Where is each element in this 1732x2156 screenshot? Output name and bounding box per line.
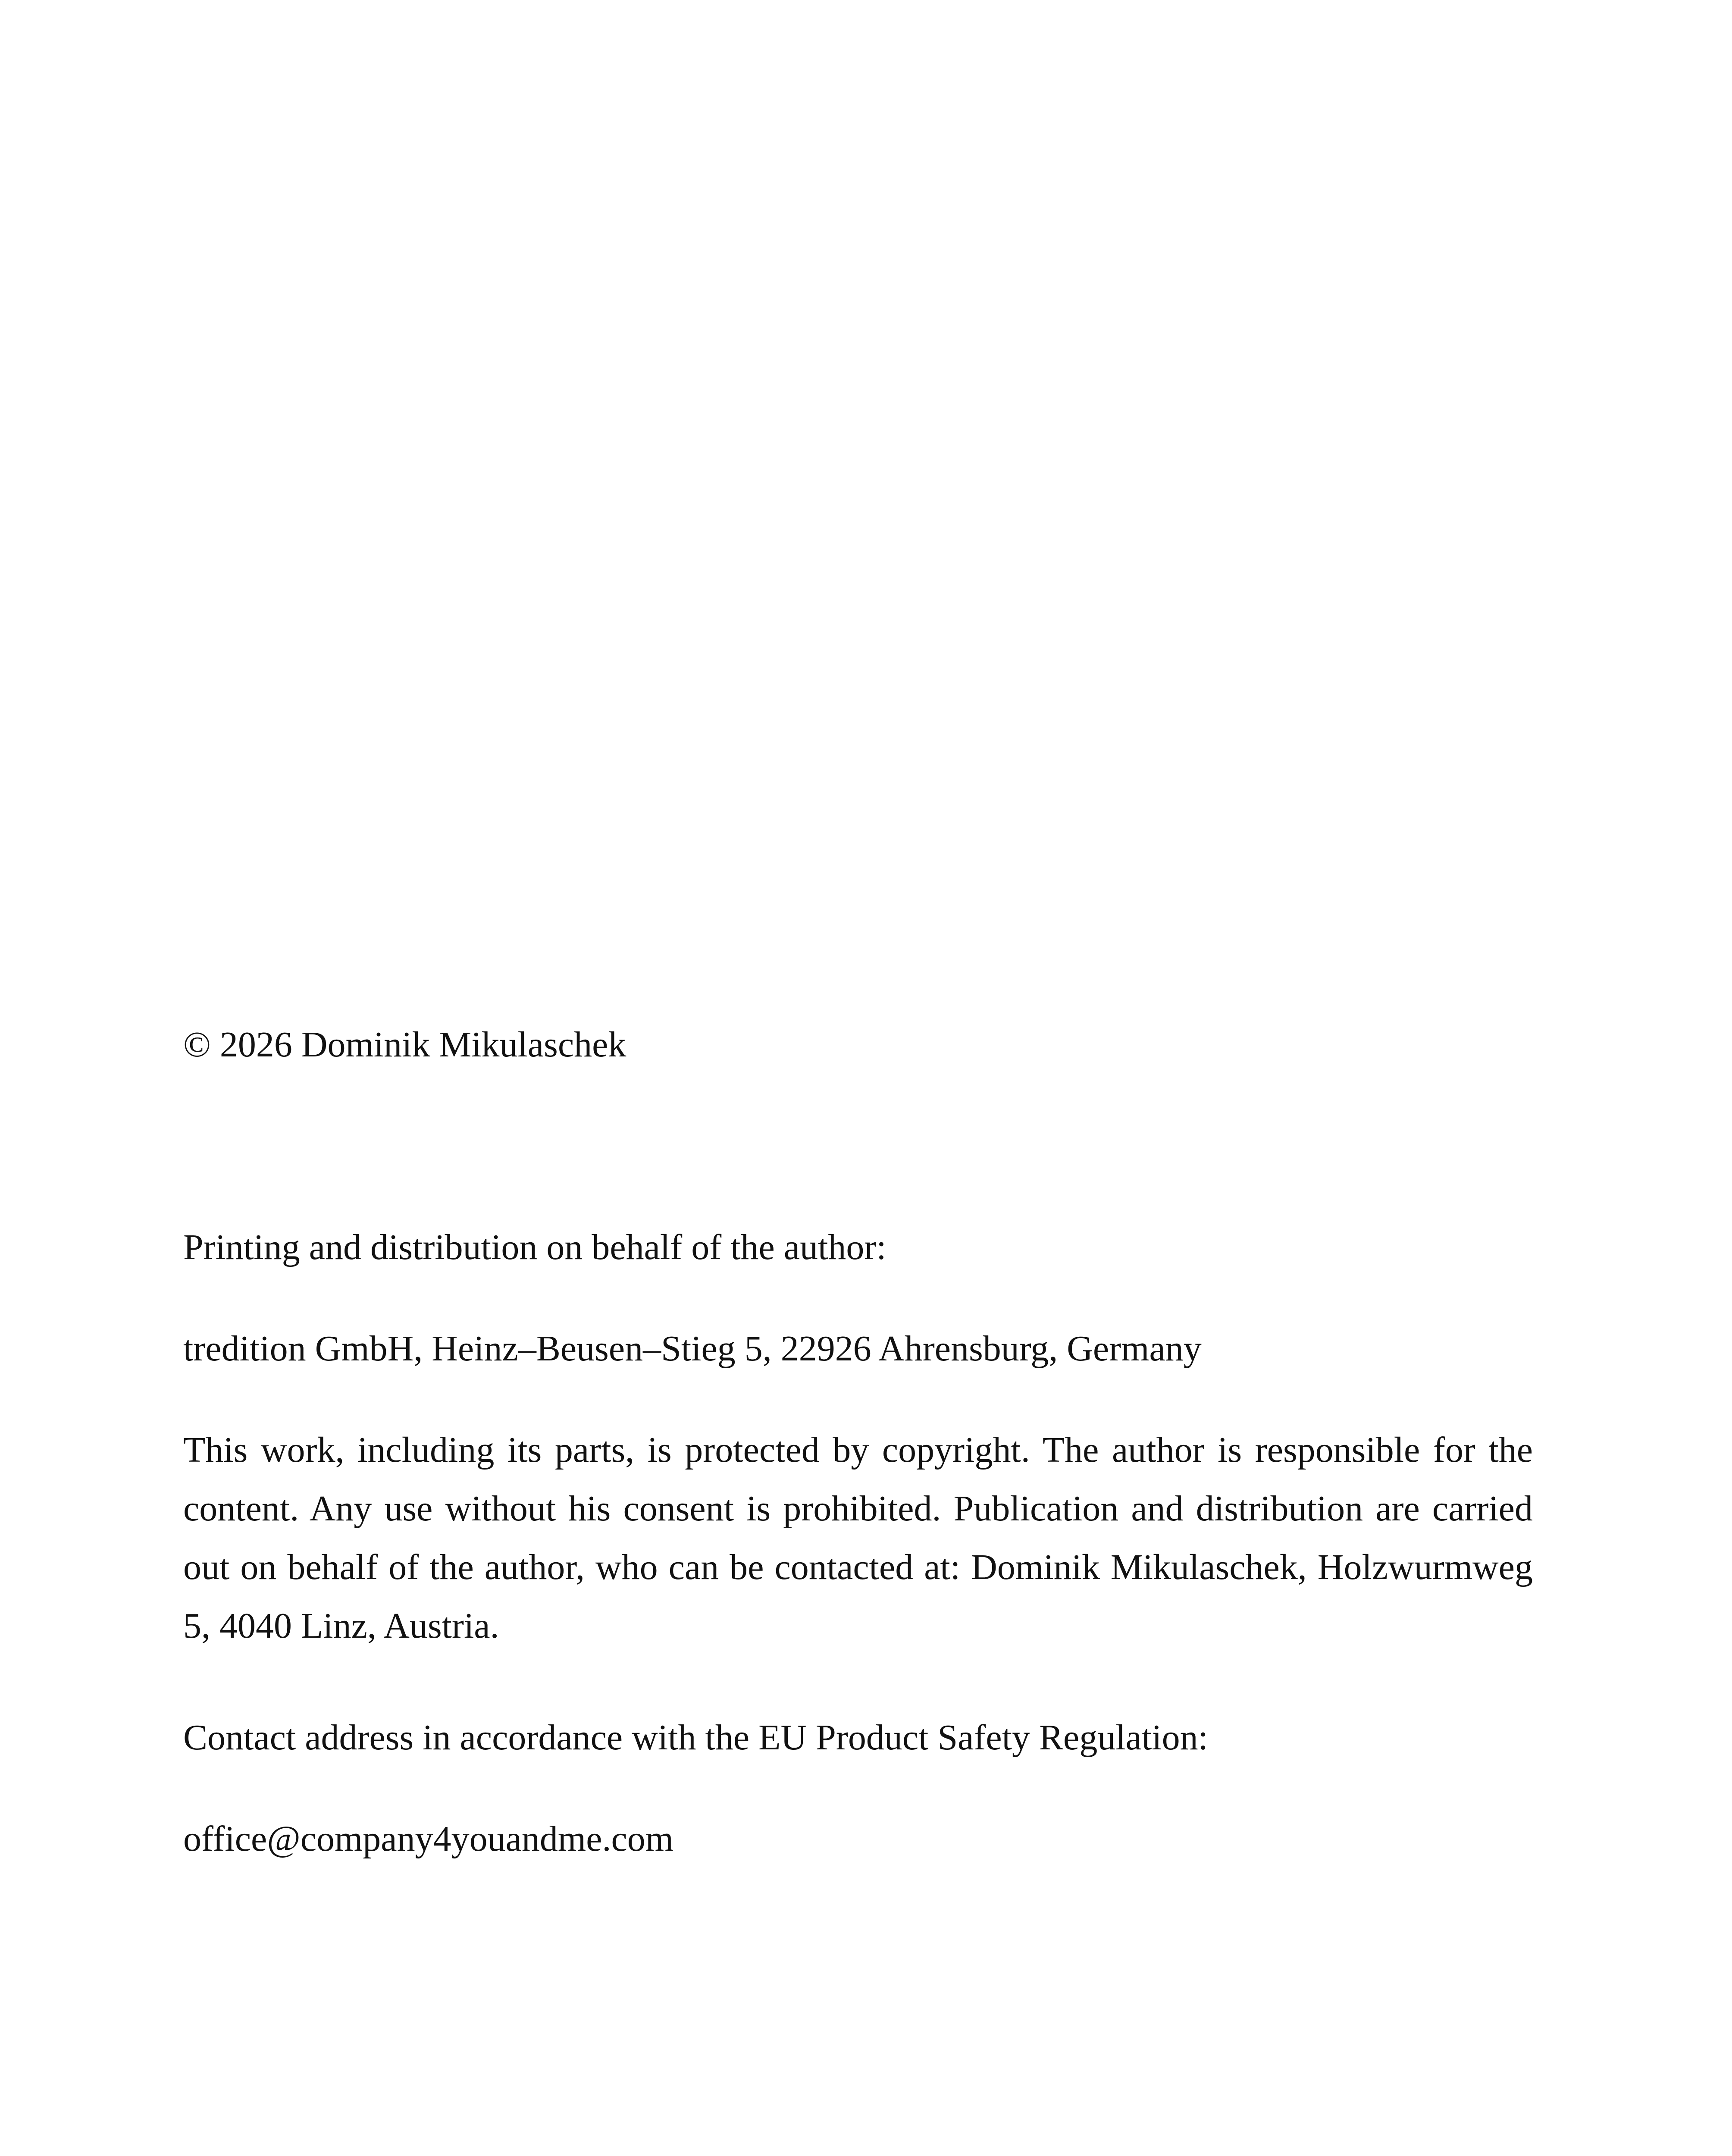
contact-email: office@company4youandme.com: [183, 1819, 674, 1859]
printing-distribution-line: Printing and distribution on behalf of the author:: [183, 1227, 886, 1267]
copyright-line: © 2026 Dominik Mikulaschek: [183, 1025, 626, 1065]
contact-heading: Contact address in accordance with the EU Product Safety Regulation:: [183, 1717, 1208, 1758]
publisher-address: tredition GmbH, Heinz–Beusen–Stieg 5, 22926 Ahrensburg, Germany: [183, 1329, 1202, 1369]
copyright-notice-paragraph: This work, including its parts, is protected by copyright. The author is responsible for the content. Any use without his consent is prohibited. Publication and distribution are carried out on behalf of the author, who can be contacted at: Dominik Mikulaschek, Holzwurmweg 5, 4040 Linz, Austria.: [183, 1430, 1533, 1646]
